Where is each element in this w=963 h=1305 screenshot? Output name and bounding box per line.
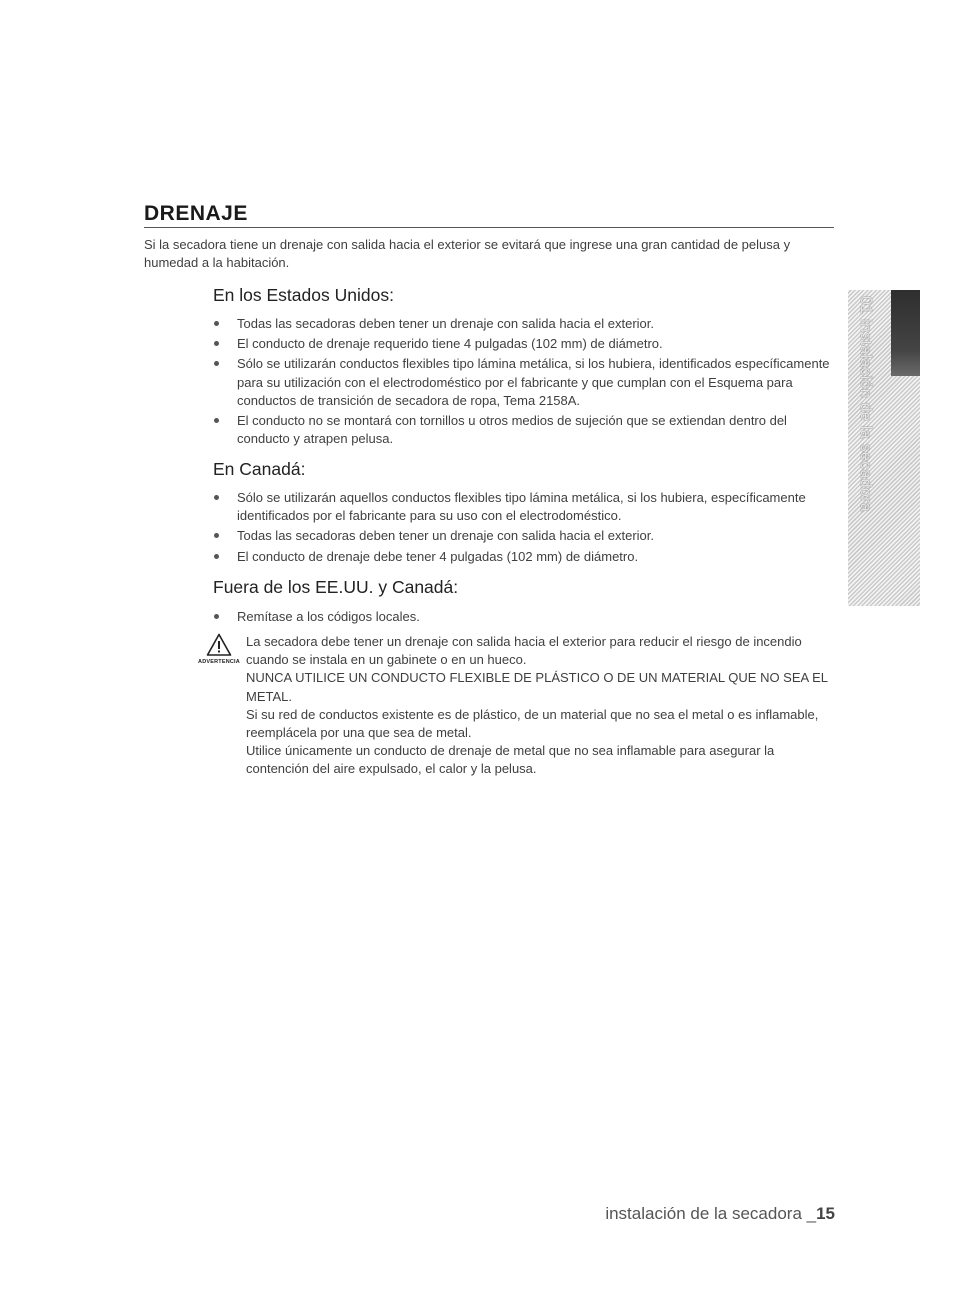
warning-text <box>246 633 836 779</box>
footer-chapter: instalación de la secadora _ <box>605 1204 817 1223</box>
warning-label: ADVERTENCIA <box>198 659 240 665</box>
us-heading: En los Estados Unidos: <box>213 285 394 305</box>
warning-triangle-icon <box>197 633 241 669</box>
warning-line: La secadora debe tener un drenaje con salida hacia el exterior para reducir el riesgo de incendio cuando se instala en un gabinete o en un hueco. <box>246 634 802 668</box>
warning-line: Utilice únicamente un conducto de drenaje de metal que no sea inflamable para asegurar la contención del aire expulsado, el calor y la pelusa. <box>246 743 775 777</box>
list-item: El conducto de drenaje debe tener 4 pulgadas (102 mm) de diámetro. <box>213 548 838 566</box>
canada-list <box>213 489 838 568</box>
warning-line: NUNCA UTILICE UN CONDUCTO FLEXIBLE DE PLÁSTICO O DE UN MATERIAL QUE NO SEA EL METAL. <box>246 670 828 704</box>
outside-list <box>213 608 838 628</box>
list-item: Sólo se utilizarán aquellos conductos flexibles tipo lámina metálica, si los hubiera, específicamente identificados por el fabricante para su uso con el electrodoméstico. <box>213 489 838 525</box>
canada-heading: En Canadá: <box>213 459 306 479</box>
us-list <box>213 315 838 450</box>
list-item: Remítase a los códigos locales. <box>213 608 838 626</box>
chapter-tab-label: 01 instalación de la secadora <box>857 296 874 512</box>
list-item: Todas las secadoras deben tener un drenaje con salida hacia el exterior. <box>213 527 838 545</box>
chapter-tab-marker <box>891 290 920 376</box>
title-divider <box>144 227 834 228</box>
page-number: 15 <box>816 1204 835 1223</box>
outside-heading: Fuera de los EE.UU. y Canadá: <box>213 577 459 597</box>
list-item: Sólo se utilizarán conductos flexibles tipo lámina metálica, si los hubiera, identificados específicamente para su utilización con el electrodoméstico por el fabricante y que cumplan con el Esquema para conductos de transición de secadora de ropa, Tema 2158A. <box>213 355 838 410</box>
section-title: DRENAJE <box>144 202 248 225</box>
warning-line: Si su red de conductos existente es de plástico, de un material que no sea el metal o es inflamable, reemplácela por una que sea de metal. <box>246 706 819 741</box>
list-item: Todas las secadoras deben tener un drenaje con salida hacia el exterior. <box>213 315 838 333</box>
list-item: El conducto de drenaje requerido tiene 4 pulgadas (102 mm) de diámetro. <box>213 335 838 353</box>
section-intro: Si la secadora tiene un drenaje con salida hacia el exterior se evitará que ingrese una gran cantidad de pelusa y humedad a la habitación. <box>144 237 791 270</box>
list-item: El conducto no se montará con tornillos u otros medios de sujeción que se extiendan dentro del conducto y atrapen pelusa. <box>213 412 838 448</box>
page-footer <box>605 1204 835 1224</box>
